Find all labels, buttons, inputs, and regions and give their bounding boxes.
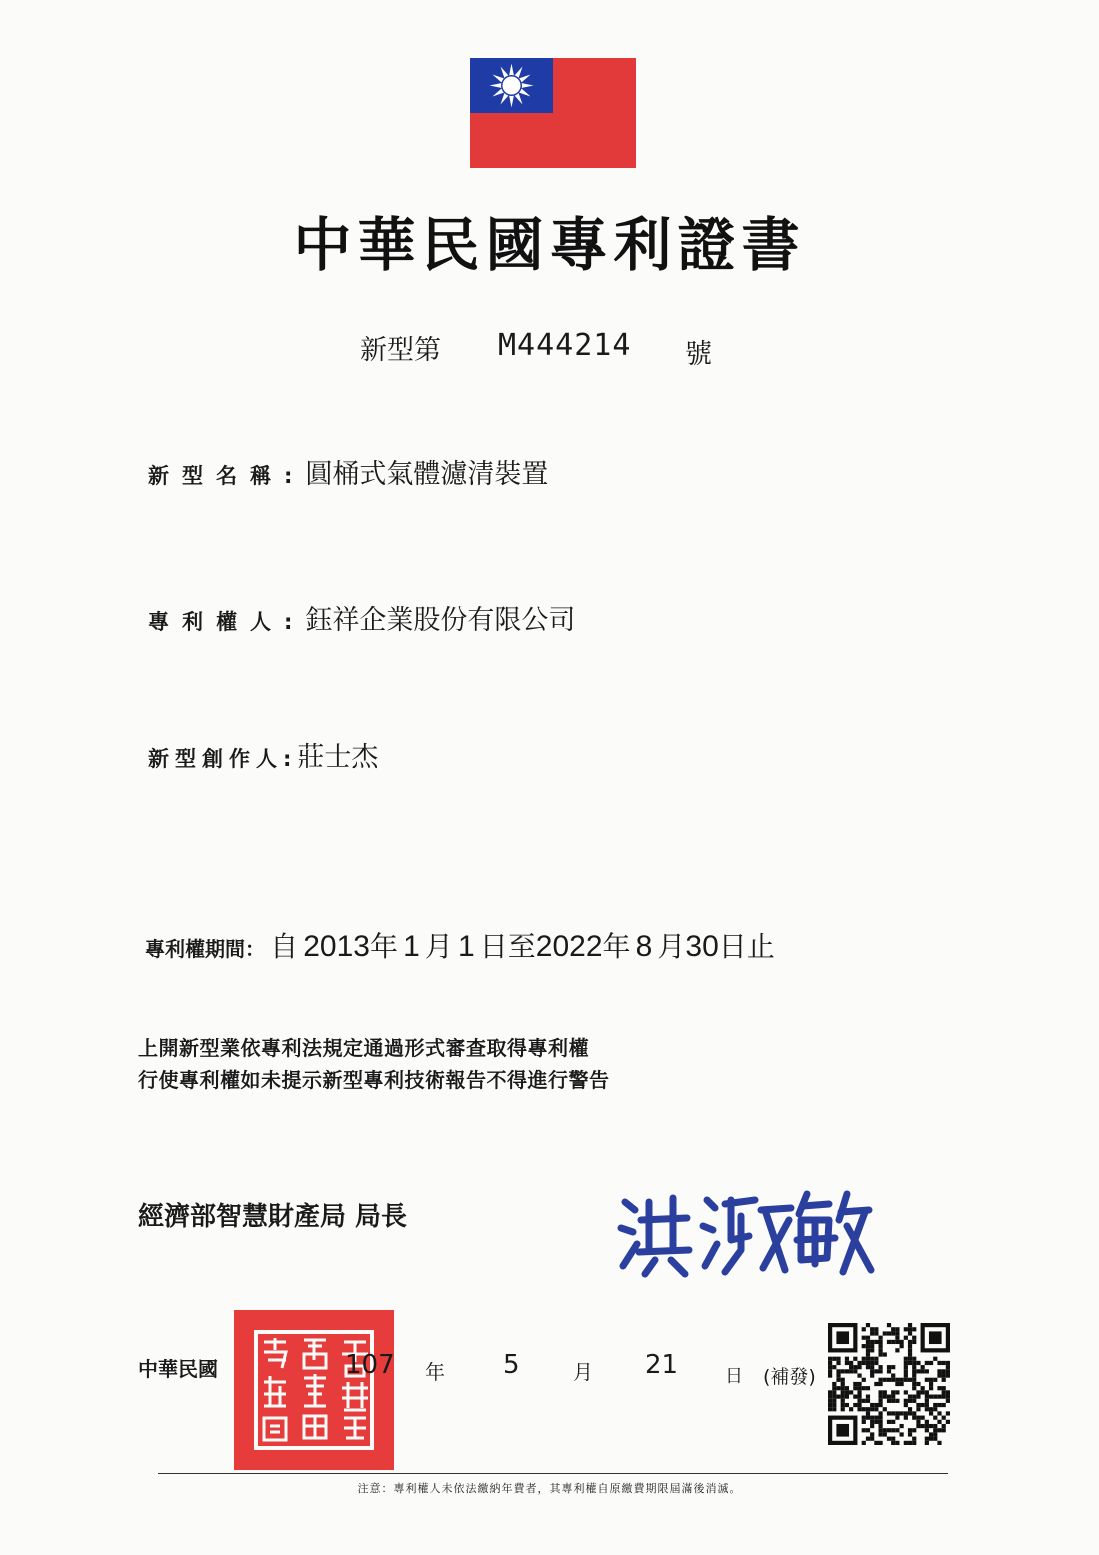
term-end-word: 止	[746, 930, 775, 963]
issue-date-year: 107	[345, 1350, 395, 1380]
field-creator: 新型創作人:莊士杰	[148, 742, 379, 773]
patent-number-suffix: 號	[685, 339, 712, 370]
term-end-day: 30	[685, 930, 719, 963]
director-signature	[615, 1180, 875, 1280]
footnote: 注意：專利權人未依法繳納年費者，其專利權自原繳費期限屆滿後消滅。	[357, 1482, 742, 1495]
term-to: 至	[507, 930, 536, 963]
issuing-office: 經濟部智慧財產局 局長	[138, 1202, 408, 1232]
term-start-day: 1	[457, 930, 475, 963]
issue-date-era: 中華民國	[138, 1357, 218, 1381]
notice-line-1: 上開新型業依專利法規定通過形式審查取得專利權	[138, 1036, 589, 1060]
patent-number-value: M444214	[498, 328, 632, 363]
field-creation-name: 新型名稱:圓桶式氣體濾清裝置	[148, 459, 549, 490]
footer-divider	[158, 1473, 948, 1474]
field-value: 圓桶式氣體濾清裝置	[305, 459, 549, 490]
issue-date-day: 21	[645, 1350, 679, 1380]
field-value: 鈺祥企業股份有限公司	[305, 605, 576, 636]
field-label: 專利權人	[148, 610, 284, 634]
field-label: 新型名稱	[148, 464, 284, 488]
issue-date-month: 5	[503, 1350, 520, 1380]
term-end-year: 2022	[535, 930, 603, 963]
patent-certificate: 中華民國專利證書 新型第 M444214 號 新型名稱:圓桶式氣體濾清裝置 專利權人:鈺祥企業股份有限公司 新型創作人:莊士杰 專利權期間： 自 2013年 1 月 1 日至2022年 8 月30日止 上開新型業依專利法規定通過形式審查取得專利權 行使專利權如未提示新型專利技術報告不得進行警告 經濟部智慧財產局 局長 中華民國 107 年 5 月 21 日 (補發) 注意：專利權人未依法繳納年費者，其專利權自原繳費期限屆滿後消滅。	[0, 0, 1099, 1555]
term-end-month: 8	[635, 930, 653, 963]
certificate-title: 中華民國專利證書	[293, 211, 806, 279]
field-label: 新型創作人	[148, 747, 283, 771]
term-from: 自	[270, 930, 299, 963]
official-seal	[234, 1310, 394, 1470]
patent-number-prefix: 新型第	[360, 335, 441, 366]
term-start-month: 1	[403, 930, 420, 963]
notice-line-2: 行使專利權如未提示新型專利技術報告不得進行警告	[138, 1068, 610, 1092]
term-label: 專利權期間：	[145, 937, 265, 961]
field-value: 莊士杰	[297, 742, 379, 773]
field-patentee: 專利權人:鈺祥企業股份有限公司	[148, 605, 576, 636]
qr-code	[828, 1323, 950, 1445]
flag-image	[470, 58, 636, 168]
patent-term: 專利權期間： 自 2013年 1 月 1 日至2022年 8 月30日止	[145, 930, 775, 963]
term-start-year: 2013	[303, 930, 370, 963]
reissue-note: (補發)	[763, 1366, 816, 1388]
